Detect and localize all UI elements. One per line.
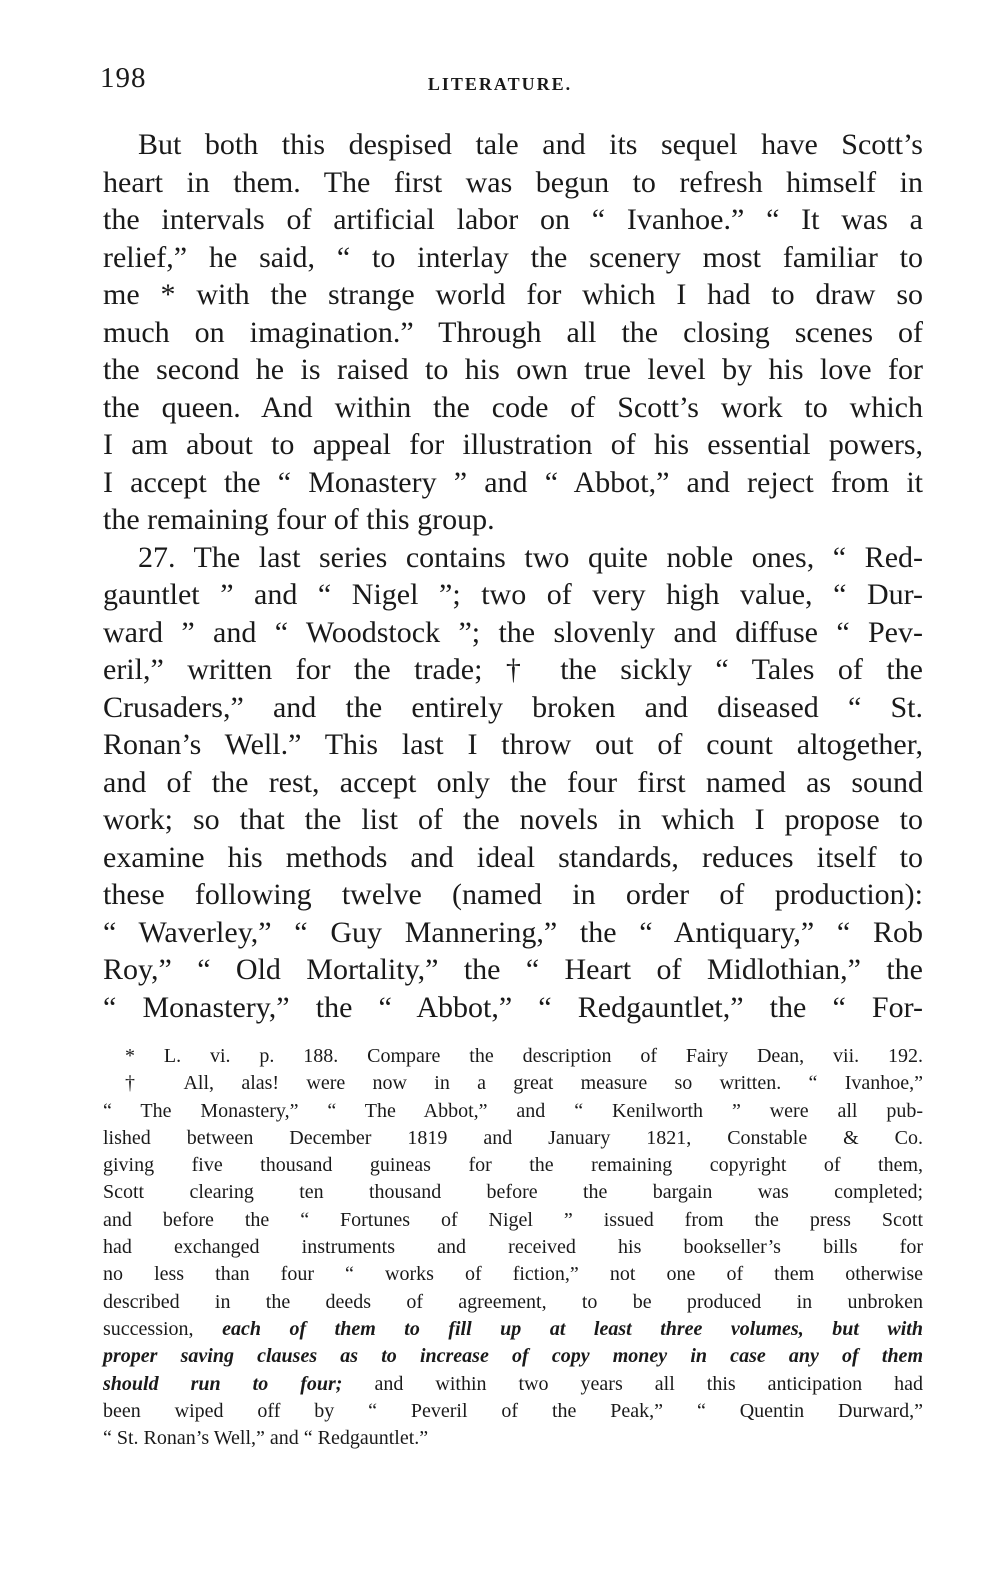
body-line: Roy,” “ Old Mortality,” the “ Heart of Midlothian,” the — [103, 953, 923, 986]
body-line: me * with the strange world for which I had to draw so — [103, 278, 923, 311]
body-line: much on imagination.” Through all the closing scenes of — [103, 315, 923, 349]
footnote-line: “ The Monastery,” “ The Abbot,” and “ Kenilworth ” were all pub- — [103, 1099, 923, 1122]
footnote-line: been wiped off by “ Peveril of the Peak,” “ Quentin Durward,” — [103, 1399, 923, 1422]
body-line: the remaining four of this group. — [103, 503, 495, 536]
page-number: 198 — [100, 62, 147, 94]
body-line: 27. The last series contains two quite noble ones, “ Red- — [138, 540, 923, 574]
body-line: “ Monastery,” the “ Abbot,” “ Redgauntlet,” the “ For- — [103, 990, 923, 1024]
body-line: heart in them. The first was begun to refresh himself in — [103, 165, 923, 199]
body-line: But both this despised tale and its sequel have Scott’s — [138, 128, 923, 161]
footnote-text: succession, — [103, 1317, 223, 1340]
footnote-line: had exchanged instruments and received his bookseller’s bills for — [103, 1236, 923, 1259]
body-text — [103, 126, 923, 1026]
footnote-italic-text: should run to four; — [103, 1372, 343, 1395]
footnote-italic-text: each of them to fill up at least three volumes, but with — [222, 1317, 923, 1340]
footnote-line: * L. vi. p. 188. Compare the description of Fairy Dean, vii. 192. — [125, 1045, 923, 1067]
body-line: relief,” he said, “ to interlay the scenery most familiar to — [103, 240, 923, 274]
footnote-line: giving five thousand guineas for the remaining copyright of them, — [103, 1154, 923, 1177]
footnote-line: described in the deeds of agreement, to be produced in unbroken — [103, 1290, 923, 1313]
body-line: I am about to appeal for illustration of his essential powers, — [103, 428, 923, 461]
body-line: the intervals of artificial labor on “ Ivanhoe.” “ It was a — [103, 203, 923, 236]
footnote-line: “ St. Ronan’s Well,” and “ Redgauntlet.” — [103, 1427, 429, 1450]
footnote-line: and before the “ Fortunes of Nigel ” issued from the press Scott — [103, 1208, 923, 1231]
body-line: Crusaders,” and the entirely broken and diseased “ St. — [103, 690, 923, 724]
footnote-line: lished between December 1819 and January 1821, Constable & Co. — [103, 1126, 923, 1149]
footnote-text: and within two years all this anticipation had — [342, 1372, 923, 1395]
body-line: the queen. And within the code of Scott’s work to which — [103, 390, 923, 424]
footnote-line — [103, 1371, 923, 1398]
footnotes — [103, 1043, 923, 1452]
footnote-line: Scott clearing ten thousand before the bargain was completed; — [103, 1181, 923, 1204]
footnote-line: no less than four “ works of fiction,” not one of them otherwise — [103, 1263, 923, 1286]
body-line: these following twelve (named in order of production): — [103, 878, 923, 911]
body-line: and of the rest, accept only the four first named as sound — [103, 765, 923, 799]
body-line: work; so that the list of the novels in which I propose to — [103, 803, 923, 836]
body-line: ward ” and “ Woodstock ”; the slovenly and diffuse “ Pev- — [103, 615, 923, 649]
footnote-italic-text: proper saving clauses as to increase of copy money in case any of them — [103, 1345, 923, 1368]
body-line: I accept the “ Monastery ” and “ Abbot,” and reject from it — [103, 465, 923, 499]
body-line: eril,” written for the trade; † the sickly “ Tales of the — [103, 653, 923, 686]
footnote-line: † All, alas! were now in a great measure so written. “ Ivanhoe,” — [125, 1072, 923, 1095]
running-head: LITERATURE. — [427, 74, 573, 94]
body-line: “ Waverley,” “ Guy Mannering,” the “ Antiquary,” “ Rob — [103, 915, 923, 949]
body-line: the second he is raised to his own true level by his love for — [103, 353, 923, 386]
body-line: gauntlet ” and “ Nigel ”; two of very high value, “ Dur- — [103, 578, 923, 611]
body-line: Ronan’s Well.” This last I throw out of count altogether, — [103, 728, 923, 761]
footnote-line — [103, 1343, 923, 1370]
footnote-line — [103, 1316, 923, 1343]
body-line: examine his methods and ideal standards, reduces itself to — [103, 840, 923, 874]
